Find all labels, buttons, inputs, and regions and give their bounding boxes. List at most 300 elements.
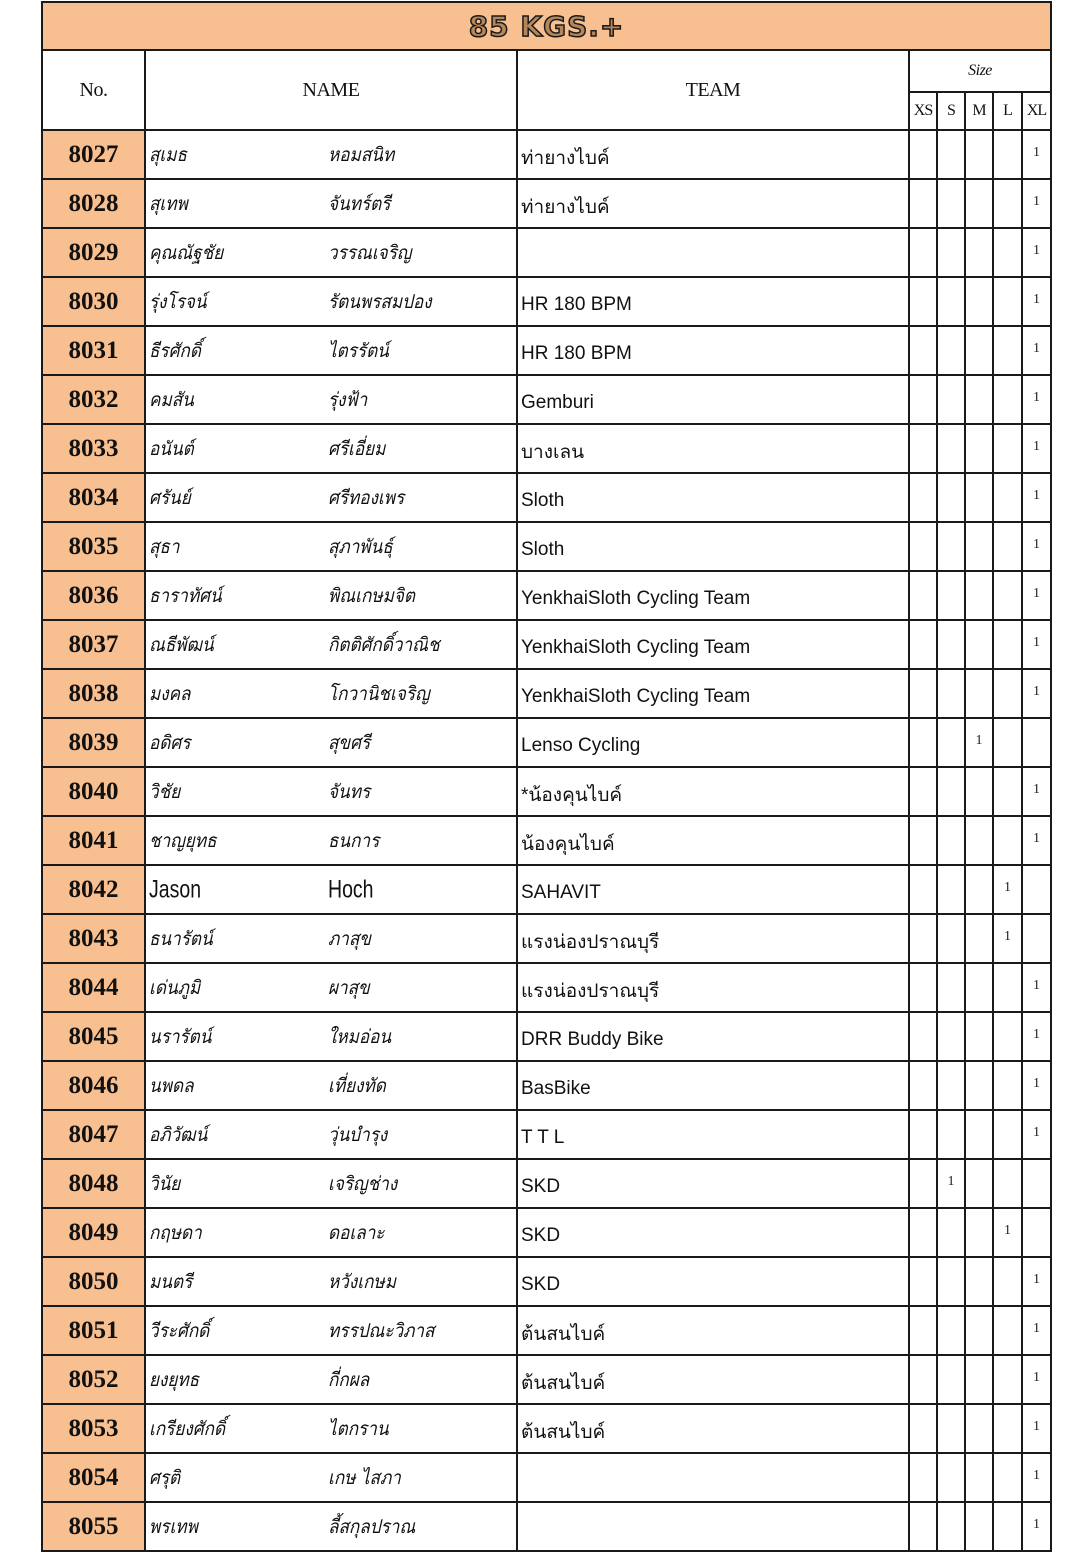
last-name: ธนการ	[328, 829, 380, 852]
table-row	[42, 963, 1051, 1012]
size-xl-count: 1	[1022, 277, 1051, 326]
size-xl-count: 1	[1022, 1012, 1051, 1061]
name-cell	[145, 571, 517, 620]
table-row	[42, 1404, 1051, 1453]
name-cell	[145, 620, 517, 669]
last-name: สุภาพันธุ์	[328, 535, 393, 558]
size-m-count	[965, 816, 993, 865]
first-name: มนตรี	[149, 1270, 193, 1293]
size-xs-count	[909, 571, 937, 620]
bib-number: 8051	[42, 1306, 145, 1355]
size-m-count	[965, 1355, 993, 1404]
name-cell	[145, 914, 517, 963]
size-m-count	[965, 963, 993, 1012]
team-name: ต้นสนไบค์	[517, 1306, 909, 1355]
size-xl-count: 1	[1022, 1453, 1051, 1502]
size-s-count	[937, 620, 965, 669]
name-cell	[145, 1012, 517, 1061]
size-xs-count	[909, 1061, 937, 1110]
size-m-count	[965, 669, 993, 718]
first-name: อดิศร	[149, 731, 191, 754]
first-name: วิชัย	[149, 780, 181, 803]
size-xs-count	[909, 816, 937, 865]
team-name	[517, 1453, 909, 1502]
table-row	[42, 1257, 1051, 1306]
size-m-count	[965, 865, 993, 914]
size-xs-count	[909, 1453, 937, 1502]
last-name: ลี้สกุลปราณ	[328, 1515, 416, 1538]
last-name: Hoch	[328, 875, 374, 903]
size-xl-count: 1	[1022, 228, 1051, 277]
size-xl-count: 1	[1022, 179, 1051, 228]
size-xl-count: 1	[1022, 130, 1051, 179]
team-name: T T L	[517, 1110, 909, 1159]
last-name: กิตติศักดิ์วาณิช	[328, 633, 440, 656]
bib-number: 8052	[42, 1355, 145, 1404]
table-row	[42, 571, 1051, 620]
name-cell	[145, 1257, 517, 1306]
bib-number: 8031	[42, 326, 145, 375]
size-xs-count	[909, 424, 937, 473]
table-row	[42, 1355, 1051, 1404]
last-name: โกวานิชเจริญ	[328, 682, 430, 705]
size-s-count	[937, 1061, 965, 1110]
last-name: หวังเกษม	[328, 1270, 396, 1293]
table-row	[42, 1159, 1051, 1208]
name-cell	[145, 1355, 517, 1404]
size-s-count	[937, 1012, 965, 1061]
team-name: บางเลน	[517, 424, 909, 473]
size-xl-count: 1	[1022, 375, 1051, 424]
bib-number: 8030	[42, 277, 145, 326]
first-name: ธาราทัศน์	[149, 584, 222, 607]
size-s-count	[937, 179, 965, 228]
size-xs-count	[909, 1404, 937, 1453]
size-m-count	[965, 1404, 993, 1453]
last-name: พิณเกษมจิต	[328, 584, 416, 607]
table-row	[42, 1502, 1051, 1551]
size-l-count	[993, 130, 1022, 179]
name-cell	[145, 767, 517, 816]
bib-number: 8036	[42, 571, 145, 620]
size-l-count: 1	[993, 914, 1022, 963]
first-name: ธีรศักดิ์	[149, 339, 201, 362]
size-s-count	[937, 816, 965, 865]
bib-number: 8045	[42, 1012, 145, 1061]
name-cell	[145, 1061, 517, 1110]
size-l-count	[993, 424, 1022, 473]
name-cell	[145, 473, 517, 522]
last-name: ใหมอ่อน	[328, 1025, 392, 1048]
first-name: เด่นภูมิ	[149, 976, 201, 999]
size-xs-count	[909, 1306, 937, 1355]
first-name: กฤษดา	[149, 1221, 202, 1244]
name-cell	[145, 179, 517, 228]
team-name	[517, 228, 909, 277]
last-name: สุขศรี	[328, 731, 371, 754]
team-name: DRR Buddy Bike	[517, 1012, 909, 1061]
size-xl-count: 1	[1022, 669, 1051, 718]
size-xs-count	[909, 522, 937, 571]
name-cell	[145, 424, 517, 473]
size-m-count	[965, 571, 993, 620]
size-s-count: 1	[937, 1159, 965, 1208]
size-l-count	[993, 326, 1022, 375]
size-l-count	[993, 963, 1022, 1012]
table-row	[42, 1110, 1051, 1159]
size-xs-count	[909, 228, 937, 277]
header-size-m: M	[965, 92, 993, 130]
size-m-count	[965, 620, 993, 669]
size-m-count	[965, 130, 993, 179]
team-name: BasBike	[517, 1061, 909, 1110]
first-name: นรารัตน์	[149, 1025, 212, 1048]
table-row	[42, 1453, 1051, 1502]
size-xl-count: 1	[1022, 522, 1051, 571]
size-xs-count	[909, 1208, 937, 1257]
team-name: YenkhaiSloth Cycling Team	[517, 669, 909, 718]
first-name: ศรุติ	[149, 1466, 181, 1489]
first-name: อนันต์	[149, 437, 194, 460]
team-name: แรงน่องปราณบุรี	[517, 914, 909, 963]
size-l-count: 1	[993, 865, 1022, 914]
last-name: ไตรรัตน์	[328, 339, 389, 362]
team-name: HR 180 BPM	[517, 277, 909, 326]
bib-number: 8050	[42, 1257, 145, 1306]
size-xl-count	[1022, 1159, 1051, 1208]
name-cell	[145, 326, 517, 375]
size-xl-count: 1	[1022, 963, 1051, 1012]
title-cell	[42, 2, 1051, 50]
bib-number: 8032	[42, 375, 145, 424]
size-xl-count	[1022, 1208, 1051, 1257]
size-l-count	[993, 1110, 1022, 1159]
table-row	[42, 179, 1051, 228]
table-row	[42, 1061, 1051, 1110]
table-row	[42, 718, 1051, 767]
team-name: *น้องคุนไบค์	[517, 767, 909, 816]
size-xl-count: 1	[1022, 473, 1051, 522]
table-row	[42, 669, 1051, 718]
size-s-count	[937, 424, 965, 473]
first-name: ณธีพัฒน์	[149, 633, 214, 656]
name-cell	[145, 718, 517, 767]
first-name: เกรียงศักดิ์	[149, 1417, 226, 1440]
table-row	[42, 375, 1051, 424]
size-m-count	[965, 914, 993, 963]
size-l-count	[993, 1061, 1022, 1110]
last-name: หอมสนิท	[328, 143, 395, 166]
size-xs-count	[909, 767, 937, 816]
last-name: เกษ ไสภา	[328, 1466, 401, 1489]
bib-number: 8046	[42, 1061, 145, 1110]
size-s-count	[937, 1355, 965, 1404]
bib-number: 8055	[42, 1502, 145, 1551]
bib-number: 8053	[42, 1404, 145, 1453]
name-cell	[145, 865, 517, 914]
size-xs-count	[909, 669, 937, 718]
size-m-count	[965, 767, 993, 816]
name-cell	[145, 1502, 517, 1551]
size-xs-count	[909, 326, 937, 375]
size-l-count	[993, 1355, 1022, 1404]
size-m-count	[965, 1306, 993, 1355]
table-row	[42, 228, 1051, 277]
size-xs-count	[909, 1159, 937, 1208]
size-l-count	[993, 1012, 1022, 1061]
size-l-count	[993, 228, 1022, 277]
size-xl-count: 1	[1022, 1257, 1051, 1306]
header-size: Size	[909, 50, 1051, 92]
table-row	[42, 1306, 1051, 1355]
name-cell	[145, 1306, 517, 1355]
table-row	[42, 620, 1051, 669]
first-name: ยงยุทธ	[149, 1368, 200, 1391]
size-l-count	[993, 1257, 1022, 1306]
team-name: ท่ายางไบค์	[517, 130, 909, 179]
team-name: Gemburi	[517, 375, 909, 424]
size-xl-count: 1	[1022, 1502, 1051, 1551]
last-name: เที่ยงทัด	[328, 1074, 386, 1097]
size-xl-count: 1	[1022, 1110, 1051, 1159]
bib-number: 8049	[42, 1208, 145, 1257]
roster-table	[41, 1, 1052, 1552]
roster-body	[42, 130, 1051, 1551]
first-name: Jason	[149, 875, 202, 903]
table-row	[42, 914, 1051, 963]
last-name: ศรีเอี่ยม	[328, 437, 386, 460]
table-row	[42, 1012, 1051, 1061]
size-xl-count: 1	[1022, 1404, 1051, 1453]
size-l-count	[993, 620, 1022, 669]
weight-class-title: 85 KGS.+	[468, 9, 625, 43]
size-s-count	[937, 1208, 965, 1257]
first-name: มงคล	[149, 682, 191, 705]
team-name: ต้นสนไบค์	[517, 1355, 909, 1404]
size-l-count	[993, 473, 1022, 522]
size-s-count	[937, 277, 965, 326]
size-s-count	[937, 718, 965, 767]
size-xs-count	[909, 179, 937, 228]
name-cell	[145, 375, 517, 424]
size-xl-count	[1022, 718, 1051, 767]
team-name: YenkhaiSloth Cycling Team	[517, 620, 909, 669]
name-cell	[145, 228, 517, 277]
first-name: นพดล	[149, 1074, 194, 1097]
last-name: จันทร	[328, 780, 371, 803]
header-size-xl: XL	[1022, 92, 1051, 130]
first-name: คมสัน	[149, 388, 194, 411]
last-name: ผาสุข	[328, 976, 370, 999]
first-name: ธนารัตน์	[149, 927, 213, 950]
team-name: น้องคุนไบค์	[517, 816, 909, 865]
team-name: HR 180 BPM	[517, 326, 909, 375]
bib-number: 8029	[42, 228, 145, 277]
table-row	[42, 865, 1051, 914]
size-xs-count	[909, 620, 937, 669]
size-l-count	[993, 571, 1022, 620]
size-s-count	[937, 473, 965, 522]
size-m-count	[965, 1159, 993, 1208]
team-name: ต้นสนไบค์	[517, 1404, 909, 1453]
size-xl-count: 1	[1022, 1061, 1051, 1110]
size-xl-count	[1022, 865, 1051, 914]
table-row	[42, 130, 1051, 179]
size-xl-count: 1	[1022, 424, 1051, 473]
bib-number: 8054	[42, 1453, 145, 1502]
header-size-l: L	[993, 92, 1022, 130]
size-xl-count	[1022, 914, 1051, 963]
size-m-count	[965, 424, 993, 473]
size-m-count	[965, 277, 993, 326]
team-name: YenkhaiSloth Cycling Team	[517, 571, 909, 620]
name-cell	[145, 669, 517, 718]
size-s-count	[937, 669, 965, 718]
bib-number: 8042	[42, 865, 145, 914]
name-cell	[145, 1453, 517, 1502]
size-m-count	[965, 1110, 993, 1159]
table-row	[42, 767, 1051, 816]
size-xs-count	[909, 473, 937, 522]
size-m-count	[965, 1453, 993, 1502]
size-l-count	[993, 179, 1022, 228]
size-s-count	[937, 571, 965, 620]
size-m-count	[965, 1208, 993, 1257]
team-name: SKD	[517, 1208, 909, 1257]
size-s-count	[937, 326, 965, 375]
size-l-count	[993, 1404, 1022, 1453]
team-name	[517, 1502, 909, 1551]
size-m-count	[965, 1502, 993, 1551]
size-xl-count: 1	[1022, 767, 1051, 816]
size-s-count	[937, 865, 965, 914]
size-s-count	[937, 767, 965, 816]
first-name: ชาญยุทธ	[149, 829, 217, 852]
size-xs-count	[909, 277, 937, 326]
size-xs-count	[909, 1502, 937, 1551]
bib-number: 8039	[42, 718, 145, 767]
size-xs-count	[909, 375, 937, 424]
size-s-count	[937, 1257, 965, 1306]
bib-number: 8048	[42, 1159, 145, 1208]
table-row	[42, 473, 1051, 522]
size-l-count	[993, 1306, 1022, 1355]
first-name: คุณณัฐชัย	[149, 241, 224, 264]
size-s-count	[937, 963, 965, 1012]
size-m-count	[965, 1257, 993, 1306]
header-row	[42, 50, 1051, 92]
size-xs-count	[909, 1110, 937, 1159]
size-xs-count	[909, 1355, 937, 1404]
size-l-count	[993, 669, 1022, 718]
team-name: SKD	[517, 1257, 909, 1306]
bib-number: 8035	[42, 522, 145, 571]
size-xl-count: 1	[1022, 1306, 1051, 1355]
size-xs-count	[909, 914, 937, 963]
size-s-count	[937, 914, 965, 963]
size-l-count	[993, 277, 1022, 326]
size-s-count	[937, 375, 965, 424]
table-row	[42, 277, 1051, 326]
last-name: ไตกราน	[328, 1417, 389, 1440]
bib-number: 8044	[42, 963, 145, 1012]
table-row	[42, 1208, 1051, 1257]
size-s-count	[937, 1453, 965, 1502]
size-xl-count: 1	[1022, 1355, 1051, 1404]
header-team: TEAM	[517, 50, 909, 130]
name-cell	[145, 816, 517, 865]
bib-number: 8047	[42, 1110, 145, 1159]
name-cell	[145, 1110, 517, 1159]
last-name: รุ่งฟ้า	[328, 388, 368, 411]
team-name: Sloth	[517, 522, 909, 571]
size-xl-count: 1	[1022, 326, 1051, 375]
size-l-count	[993, 375, 1022, 424]
first-name: ศรันย์	[149, 486, 191, 509]
name-cell	[145, 277, 517, 326]
table-row	[42, 424, 1051, 473]
size-l-count	[993, 816, 1022, 865]
name-cell	[145, 1208, 517, 1257]
bib-number: 8028	[42, 179, 145, 228]
name-cell	[145, 1159, 517, 1208]
bib-number: 8043	[42, 914, 145, 963]
last-name: ดอเลาะ	[328, 1221, 385, 1244]
table-row	[42, 326, 1051, 375]
last-name: ศรีทองเพร	[328, 486, 405, 509]
header-no: No.	[42, 50, 145, 130]
bib-number: 8034	[42, 473, 145, 522]
size-m-count	[965, 1061, 993, 1110]
size-m-count: 1	[965, 718, 993, 767]
last-name: ทรรปณะวิภาส	[328, 1319, 435, 1342]
size-m-count	[965, 522, 993, 571]
size-l-count	[993, 767, 1022, 816]
team-name: SKD	[517, 1159, 909, 1208]
roster-sheet	[41, 1, 1050, 1552]
first-name: สุเทพ	[149, 192, 188, 215]
last-name: เจริญช่าง	[328, 1172, 398, 1195]
first-name: รุ่งโรจน์	[149, 290, 207, 313]
size-m-count	[965, 1012, 993, 1061]
last-name: วุ่นบำรุง	[328, 1123, 388, 1146]
last-name: วรรณเจริญ	[328, 241, 412, 264]
size-xs-count	[909, 718, 937, 767]
bib-number: 8040	[42, 767, 145, 816]
bib-number: 8037	[42, 620, 145, 669]
name-cell	[145, 130, 517, 179]
size-s-count	[937, 1110, 965, 1159]
first-name: สุเมธ	[149, 143, 187, 166]
name-cell	[145, 963, 517, 1012]
size-m-count	[965, 473, 993, 522]
name-cell	[145, 1404, 517, 1453]
size-xl-count: 1	[1022, 816, 1051, 865]
size-m-count	[965, 326, 993, 375]
size-m-count	[965, 179, 993, 228]
team-name: แรงน่องปราณบุรี	[517, 963, 909, 1012]
team-name: ท่ายางไบค์	[517, 179, 909, 228]
size-xs-count	[909, 1257, 937, 1306]
size-s-count	[937, 1306, 965, 1355]
size-s-count	[937, 130, 965, 179]
bib-number: 8033	[42, 424, 145, 473]
last-name: ภาสุข	[328, 927, 372, 950]
size-s-count	[937, 228, 965, 277]
size-l-count	[993, 718, 1022, 767]
size-s-count	[937, 522, 965, 571]
first-name: พรเทพ	[149, 1515, 198, 1538]
